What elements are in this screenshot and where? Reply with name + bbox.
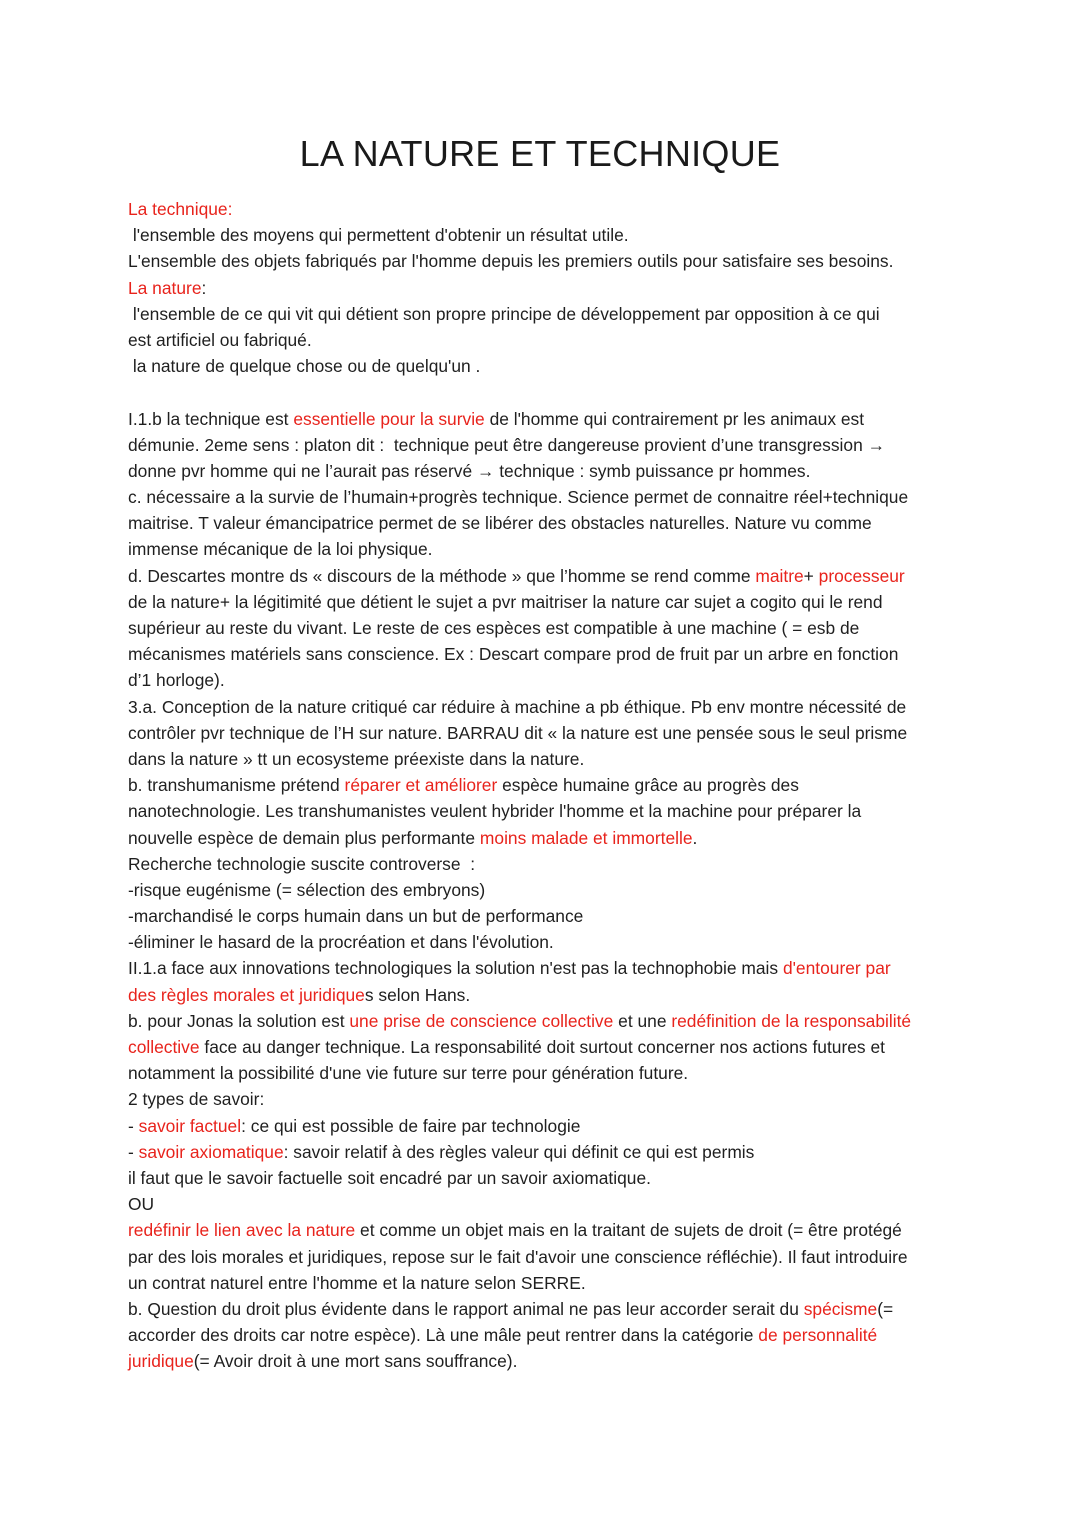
text-line — [128, 877, 958, 903]
text-line — [128, 798, 958, 824]
text-segment: accorder des droits car notre espèce). Là une mâle peut rentrer dans la catégorie — [128, 1325, 759, 1346]
text-line — [128, 851, 958, 877]
text-segment: b. transhumanisme prétend — [128, 775, 345, 796]
highlighted-text: redéfinir le lien avec la nature — [128, 1220, 356, 1241]
text-segment: démunie. 2eme sens : platon dit : technique peut être dangereuse provient d’une transgression → — [128, 434, 885, 455]
text-line — [128, 275, 958, 301]
text-segment: - — [128, 1141, 139, 1162]
text-segment: de l'homme qui contrairement pr les animaux est — [484, 408, 865, 429]
text-line — [128, 196, 958, 222]
text-line — [128, 746, 958, 772]
page-title: LA NATURE ET TECHNIQUE — [299, 133, 781, 174]
text-line — [128, 720, 958, 746]
text-line — [128, 458, 958, 484]
text-line — [128, 615, 958, 641]
text-segment: b. Question du droit plus évidente dans le rapport animal ne pas leur accorder serait du — [128, 1298, 804, 1319]
text-segment: l'ensemble de ce qui vit qui détient son propre principe de développement par opposition à ce qui — [128, 303, 880, 324]
text-line — [128, 327, 958, 353]
highlighted-text: une prise de conscience collective — [349, 1010, 614, 1031]
text-segment: L'ensemble des objets fabriqués par l'homme depuis les premiers outils pour satisfaire ses besoins. — [128, 251, 894, 272]
text-segment: (= Avoir droit à une mort sans souffrance). — [193, 1351, 518, 1372]
highlighted-text: spécisme — [803, 1298, 878, 1319]
text-segment: I.1.b la technique est — [128, 408, 294, 429]
text-line — [128, 903, 958, 929]
text-line — [128, 955, 958, 981]
text-line — [128, 301, 958, 327]
text-line — [128, 406, 958, 432]
text-segment: mécanismes matériels sans conscience. Ex : Descart compare prod de fruit par un arbre en fonction — [128, 644, 899, 665]
text-line — [128, 694, 958, 720]
text-segment: est artificiel ou fabriqué. — [128, 329, 312, 350]
text-segment: d. Descartes montre ds « discours de la méthode » que l’homme se rend comme — [128, 565, 756, 586]
text-segment: -éliminer le hasard de la procréation et dans l'évolution. — [128, 932, 554, 953]
text-segment: la nature de quelque chose ou de quelqu'un . — [128, 356, 481, 377]
text-segment: Recherche technologie suscite controverse : — [128, 853, 476, 874]
highlighted-text: collective — [128, 1037, 200, 1057]
text-segment: par des lois morales et juridiques, repose sur le fait d'avoir une conscience réfléchie). Il faut introduire — [128, 1246, 908, 1267]
text-line — [128, 1165, 958, 1191]
document-body — [128, 196, 958, 1374]
text-segment: supérieur au reste du vivant. Le reste de ces espèces est compatible à une machine ( = esb de — [128, 618, 860, 638]
text-segment: -risque eugénisme (= sélection des embryons) — [128, 879, 486, 900]
text-segment: espèce humaine grâce au progrès des — [497, 775, 799, 796]
text-segment: -marchandisé le corps humain dans un but de performance — [128, 906, 584, 927]
text-segment: notamment la possibilité d'une vie future sur terre pour génération future. — [128, 1063, 689, 1084]
text-segment: : savoir relatif à des règles valeur qui définit ce qui est permis — [283, 1141, 755, 1162]
text-segment: . — [692, 827, 698, 848]
text-segment: donne pvr homme qui ne l’aurait pas réservé → technique : symb puissance pr hommes. — [128, 460, 811, 481]
text-segment: d’1 horloge). — [128, 670, 225, 691]
text-segment: un contrat naturel entre l'homme et la nature selon SERRE. — [128, 1272, 586, 1293]
highlighted-text: savoir factuel — [138, 1115, 242, 1136]
text-line — [128, 248, 958, 274]
text-line — [128, 1217, 958, 1243]
text-line — [128, 667, 958, 693]
text-line — [128, 929, 958, 955]
highlighted-text: des règles morales et juridique — [128, 984, 365, 1005]
text-segment: (= — [877, 1298, 894, 1319]
text-segment: il faut que le savoir factuelle soit encadré par un savoir axiomatique. — [128, 1167, 651, 1188]
highlighted-text: La nature — [128, 277, 202, 298]
highlighted-text: essentielle pour la survie — [293, 408, 485, 429]
text-segment: OU — [128, 1194, 155, 1215]
text-segment: face au danger technique. La responsabilité doit surtout concerner nos actions futures et — [199, 1037, 885, 1057]
text-line — [128, 641, 958, 667]
text-line — [128, 222, 958, 248]
text-line — [128, 589, 958, 615]
highlighted-text: maitre — [755, 565, 804, 586]
blank-line — [128, 379, 958, 405]
text-segment: immense mécanique de la loi physique. — [128, 539, 433, 560]
text-line — [128, 510, 958, 536]
text-segment: maitrise. T valeur émancipatrice permet de se libérer des obstacles naturelles. Nature vu comme — [128, 513, 872, 534]
highlighted-text: juridique — [128, 1351, 194, 1372]
text-line — [128, 1191, 958, 1217]
text-segment: s selon Hans. — [364, 984, 471, 1005]
text-segment: contrôler pvr technique de l’H sur nature. BARRAU dit « la nature est une pensée sous le seul prisme — [128, 722, 908, 743]
text-segment: 2 types de savoir: — [128, 1089, 265, 1110]
highlighted-text: de personnalité — [758, 1325, 878, 1346]
highlighted-text: d'entourer par — [782, 958, 891, 979]
text-line — [128, 563, 958, 589]
text-segment: de la nature+ la légitimité que détient le sujet a pvr maitriser la nature car sujet a cogito qui le rend — [128, 591, 883, 612]
highlighted-text: savoir axiomatique — [138, 1141, 284, 1162]
text-line — [128, 772, 958, 798]
text-line — [128, 825, 958, 851]
text-segment: c. nécessaire a la survie de l’humain+progrès technique. Science permet de connaitre réel+technique — [128, 487, 909, 508]
text-segment: et comme un objet mais en la traitant de sujets de droit (= être protégé — [355, 1220, 902, 1241]
text-segment: : — [201, 277, 207, 298]
highlighted-text: moins malade et immortelle — [479, 827, 693, 848]
text-segment: II.1.a face aux innovations technologiques la solution n'est pas la technophobie mais — [128, 958, 783, 979]
text-line — [128, 982, 958, 1008]
text-segment: nouvelle espèce de demain plus performante — [128, 827, 480, 848]
text-line — [128, 1008, 958, 1034]
text-line — [128, 1270, 958, 1296]
highlighted-text: redéfinition de la responsabilité — [671, 1010, 912, 1031]
text-line — [128, 536, 958, 562]
text-segment: 3.a. Conception de la nature critiqué car réduire à machine a pb éthique. Pb env montre nécessité de — [128, 696, 907, 717]
text-line — [128, 1034, 958, 1060]
text-line — [128, 1139, 958, 1165]
text-line — [128, 432, 958, 458]
text-line — [128, 1060, 958, 1086]
text-line — [128, 1348, 958, 1374]
text-segment: b. pour Jonas la solution est — [128, 1010, 350, 1031]
text-segment: et une — [613, 1010, 672, 1031]
text-segment: l'ensemble des moyens qui permettent d'obtenir un résultat utile. — [128, 225, 629, 246]
text-segment: nanotechnologie. Les transhumanistes veulent hybrider l'homme et la machine pour préparer la — [128, 801, 862, 822]
highlighted-text: réparer et améliorer — [344, 775, 498, 796]
text-line — [128, 1244, 958, 1270]
text-line — [128, 1086, 958, 1112]
highlighted-text: La technique: — [128, 199, 233, 219]
text-segment: : ce qui est possible de faire par technologie — [241, 1115, 581, 1136]
highlighted-text: processeur — [818, 565, 905, 586]
text-segment: + — [803, 565, 819, 586]
text-line — [128, 1296, 958, 1322]
text-line — [128, 1113, 958, 1139]
text-line — [128, 353, 958, 379]
text-segment: dans la nature » tt un ecosysteme préexiste dans la nature. — [128, 748, 585, 769]
text-segment: - — [128, 1115, 139, 1136]
text-line — [128, 484, 958, 510]
text-line — [128, 1322, 958, 1348]
